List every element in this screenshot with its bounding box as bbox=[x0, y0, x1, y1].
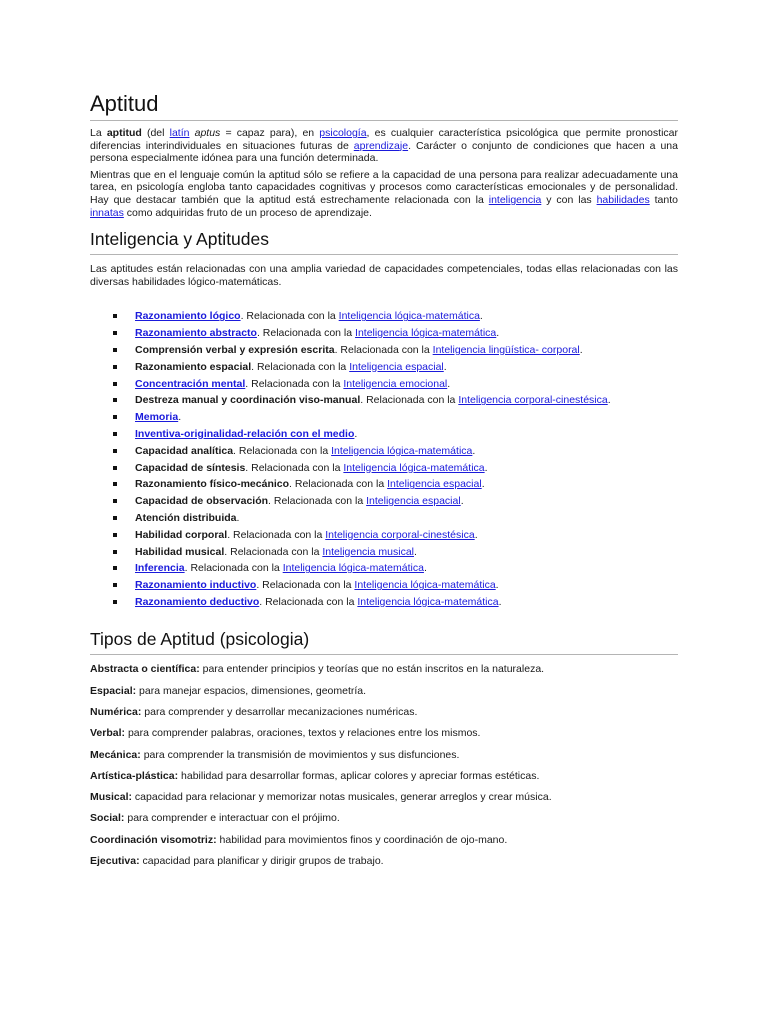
text-run: , es cualquier característica psicológica que permite pronosticar diferencias interindividuales en situaciones futuras de bbox=[90, 127, 678, 152]
aptitude-name: Comprensión verbal y expresión escrita bbox=[135, 343, 335, 356]
related-intelligence-link[interactable]: Inteligencia espacial bbox=[387, 478, 482, 491]
list-item bbox=[113, 594, 678, 611]
page-title: Aptitud bbox=[90, 90, 678, 121]
term-aptitud: aptitud bbox=[106, 127, 142, 139]
related-prefix: . Relacionada con la bbox=[227, 528, 326, 541]
link-psicologia[interactable]: psicología bbox=[319, 127, 367, 139]
tipo-label: Coordinación visomotriz: bbox=[90, 833, 217, 846]
bullet-icon bbox=[113, 583, 117, 587]
aptitude-name-link[interactable]: Memoria bbox=[135, 411, 179, 424]
tipo-label: Espacial: bbox=[90, 684, 137, 697]
aptitude-name-link[interactable]: Razonamiento deductivo bbox=[135, 595, 260, 608]
tipo-label: Ejecutiva: bbox=[90, 854, 140, 867]
tipo-item bbox=[90, 727, 678, 740]
bullet-icon bbox=[113, 566, 117, 570]
list-item bbox=[113, 460, 678, 477]
list-item bbox=[113, 325, 678, 342]
tipo-label: Social: bbox=[90, 812, 125, 825]
intro-paragraph-2 bbox=[90, 169, 678, 219]
related-prefix: . Relacionada con la bbox=[259, 595, 358, 608]
aptitude-name: Habilidad corporal bbox=[135, 528, 228, 541]
period: . bbox=[460, 495, 464, 508]
period: . bbox=[498, 595, 502, 608]
related-intelligence-link[interactable]: Inteligencia emocional bbox=[343, 377, 448, 390]
period: . bbox=[443, 360, 447, 373]
list-item bbox=[113, 577, 678, 594]
tipo-description: para comprender y desarrollar mecanizaciones numéricas. bbox=[141, 705, 418, 718]
bullet-icon bbox=[113, 466, 117, 470]
tipo-description: para entender principios y teorías que no están inscritos en la naturaleza. bbox=[199, 663, 545, 676]
related-prefix: . Relacionada con la bbox=[240, 310, 339, 323]
period: . bbox=[178, 411, 182, 424]
list-item bbox=[113, 493, 678, 510]
aptitude-name: Atención distribuida bbox=[135, 511, 237, 524]
tipo-description: habilidad para desarrollar formas, aplicar colores y apreciar formas estéticas. bbox=[178, 769, 540, 782]
bullet-icon bbox=[113, 482, 117, 486]
related-intelligence-link[interactable]: Inteligencia musical bbox=[322, 545, 414, 558]
aptitude-name: Capacidad de observación bbox=[135, 495, 269, 508]
tipo-item bbox=[90, 663, 678, 676]
text-run: (del bbox=[141, 127, 170, 139]
bullet-icon bbox=[113, 382, 117, 386]
text-run: = capaz para), en bbox=[220, 127, 320, 139]
tipo-item bbox=[90, 834, 678, 847]
period: . bbox=[474, 528, 478, 541]
period: . bbox=[579, 343, 583, 356]
tipo-description: para comprender la transmisión de movimientos y sus disfunciones. bbox=[140, 748, 460, 761]
term-aptus: aptus bbox=[194, 127, 221, 139]
bullet-icon bbox=[113, 449, 117, 453]
related-intelligence-link[interactable]: Inteligencia lógica-matemática bbox=[354, 579, 496, 592]
section-heading-inteligencia: Inteligencia y Aptitudes bbox=[90, 228, 678, 255]
period: . bbox=[479, 310, 483, 323]
aptitude-name: Capacidad de síntesis bbox=[135, 461, 246, 474]
related-prefix: . Relacionada con la bbox=[334, 343, 433, 356]
related-prefix: . Relacionada con la bbox=[245, 461, 344, 474]
related-prefix: . Relacionada con la bbox=[256, 327, 356, 340]
tipo-item bbox=[90, 685, 678, 698]
related-prefix: . Relacionada con la bbox=[251, 360, 350, 373]
tipo-label: Artística-plástica: bbox=[90, 769, 179, 782]
link-inteligencia[interactable]: inteligencia bbox=[488, 193, 542, 206]
link-habilidades[interactable]: habilidades bbox=[596, 193, 650, 206]
related-intelligence-link[interactable]: Inteligencia corporal-cinestésica bbox=[325, 528, 475, 541]
list-item bbox=[113, 544, 678, 561]
tipo-item bbox=[90, 770, 678, 783]
text-run: . Carácter o conjunto de condiciones que hacen a una persona especialmente idónea para una función determinada. bbox=[90, 139, 678, 165]
period: . bbox=[481, 478, 485, 491]
related-prefix: . Relacionada con la bbox=[360, 394, 459, 407]
bullet-icon bbox=[113, 365, 117, 369]
aptitude-name-link[interactable]: Concentración mental bbox=[135, 377, 246, 390]
related-intelligence-link[interactable]: Inteligencia lógica-matemática bbox=[338, 310, 480, 323]
aptitude-name-link[interactable]: Razonamiento abstracto bbox=[135, 327, 257, 340]
bullet-icon bbox=[113, 398, 117, 402]
period: . bbox=[484, 461, 488, 474]
tipo-description: para comprender e interactuar con el prójimo. bbox=[124, 812, 340, 825]
tipo-label: Verbal: bbox=[90, 727, 126, 740]
bullet-icon bbox=[113, 432, 117, 436]
bullet-icon bbox=[113, 600, 117, 604]
list-item bbox=[113, 426, 678, 443]
period: . bbox=[423, 562, 427, 575]
link-latin[interactable]: latín bbox=[169, 127, 190, 139]
text-run: como adquiridas fruto de un proceso de aprendizaje. bbox=[123, 206, 372, 219]
period: . bbox=[414, 545, 417, 558]
tipo-item bbox=[90, 791, 678, 804]
related-prefix: . Relacionada con la bbox=[184, 562, 283, 575]
section-heading-tipos: Tipos de Aptitud (psicologia) bbox=[90, 628, 678, 655]
bullet-icon bbox=[113, 415, 117, 419]
aptitude-name-link[interactable]: Inventiva-originalidad-relación con el medio bbox=[135, 427, 355, 440]
list-item bbox=[113, 359, 678, 376]
text-run: Mientras que en el lenguaje común la aptitud sólo se refiere a la capacidad de una persona para realizar adecuadamente una tarea, en psicología engloba tanto capacidades cognitivas y procesos como características emocionales y de personalidad. Hay que destacar también que la aptitud está estrechamente relacionada con la bbox=[90, 168, 678, 206]
bullet-icon bbox=[113, 331, 117, 335]
tipo-item bbox=[90, 855, 678, 868]
related-prefix: . Relacionada con la bbox=[233, 444, 332, 457]
bullet-icon bbox=[113, 348, 117, 352]
period: . bbox=[495, 579, 499, 592]
tipo-description: habilidad para movimientos finos y coordinación de ojo-mano. bbox=[216, 833, 508, 846]
related-intelligence-link[interactable]: Inteligencia lógica-matemática bbox=[282, 562, 424, 575]
list-item bbox=[113, 342, 678, 359]
list-item bbox=[113, 510, 678, 527]
list-item bbox=[113, 527, 678, 544]
period: . bbox=[472, 444, 476, 457]
tipo-item bbox=[90, 706, 678, 719]
aptitude-name: Habilidad musical bbox=[135, 545, 225, 558]
related-intelligence-link[interactable]: Inteligencia espacial bbox=[366, 495, 461, 508]
article bbox=[90, 90, 678, 868]
related-intelligence-link[interactable]: Inteligencia lógica-matemática bbox=[343, 461, 485, 474]
aptitude-name: Razonamiento físico-mecánico bbox=[135, 478, 290, 491]
aptitude-name: Capacidad analítica bbox=[135, 444, 234, 457]
related-prefix: . Relacionada con la bbox=[268, 495, 367, 508]
tipo-label: Mecánica: bbox=[90, 748, 141, 761]
list-item bbox=[113, 308, 678, 325]
related-prefix: . Relacionada con la bbox=[224, 545, 323, 558]
link-innatas[interactable]: innatas bbox=[90, 206, 124, 219]
period: . bbox=[236, 511, 240, 524]
tipo-description: capacidad para relacionar y memorizar notas musicales, generar arreglos y crear música. bbox=[132, 791, 552, 804]
period: . bbox=[496, 327, 500, 340]
text-run: La bbox=[90, 127, 107, 139]
list-item bbox=[113, 409, 678, 426]
related-intelligence-link[interactable]: Inteligencia lingüística- corporal bbox=[432, 343, 580, 356]
tipos-list bbox=[90, 663, 678, 867]
period: . bbox=[354, 427, 358, 440]
list-item bbox=[113, 376, 678, 393]
tipo-label: Abstracta o científica: bbox=[90, 663, 200, 676]
bullet-icon bbox=[113, 499, 117, 503]
aptitude-name-link[interactable]: Razonamiento lógico bbox=[135, 310, 241, 323]
period: . bbox=[607, 394, 611, 407]
list-item bbox=[113, 392, 678, 409]
tipo-description: capacidad para planificar y dirigir grupos de trabajo. bbox=[139, 854, 384, 867]
bullet-icon bbox=[113, 550, 117, 554]
text-run: y con las bbox=[541, 193, 597, 206]
bullet-icon bbox=[113, 314, 117, 318]
period: . bbox=[447, 377, 451, 390]
related-intelligence-link[interactable]: Inteligencia corporal-cinestésica bbox=[458, 394, 608, 407]
related-prefix: . Relacionada con la bbox=[245, 377, 344, 390]
tipo-label: Musical: bbox=[90, 791, 133, 804]
bullet-icon bbox=[113, 533, 117, 537]
link-aprendizaje[interactable]: aprendizaje bbox=[353, 139, 409, 152]
list-item bbox=[113, 443, 678, 460]
related-prefix: . Relacionada con la bbox=[256, 579, 355, 592]
aptitudes-list bbox=[90, 308, 678, 610]
related-intelligence-link[interactable]: Inteligencia lógica-matemática bbox=[331, 444, 473, 457]
aptitude-name: Razonamiento espacial bbox=[135, 360, 252, 373]
list-item bbox=[113, 476, 678, 493]
related-intelligence-link[interactable]: Inteligencia lógica-matemática bbox=[357, 595, 499, 608]
list-item bbox=[113, 560, 678, 577]
related-prefix: . Relacionada con la bbox=[289, 478, 388, 491]
related-intelligence-link[interactable]: Inteligencia lógica-matemática bbox=[355, 327, 497, 340]
section1-paragraph: Las aptitudes están relacionadas con una amplia variedad de capacidades competenciales, todas ellas relacionadas con las diversas habilidades lógico-matemáticas. bbox=[90, 263, 678, 288]
aptitude-name-link[interactable]: Razonamiento inductivo bbox=[135, 579, 257, 592]
related-intelligence-link[interactable]: Inteligencia espacial bbox=[349, 360, 444, 373]
tipo-description: para comprender palabras, oraciones, textos y relaciones entre los mismos. bbox=[125, 727, 481, 740]
aptitude-name: Destreza manual y coordinación viso-manual bbox=[135, 394, 361, 407]
tipo-item bbox=[90, 812, 678, 825]
tipo-label: Numérica: bbox=[90, 705, 142, 718]
tipo-item bbox=[90, 749, 678, 762]
text-run: tanto bbox=[649, 193, 678, 206]
aptitude-name-link[interactable]: Inferencia bbox=[135, 562, 185, 575]
intro-paragraph-1 bbox=[90, 127, 678, 165]
bullet-icon bbox=[113, 516, 117, 520]
tipo-description: para manejar espacios, dimensiones, geometría. bbox=[136, 684, 367, 697]
